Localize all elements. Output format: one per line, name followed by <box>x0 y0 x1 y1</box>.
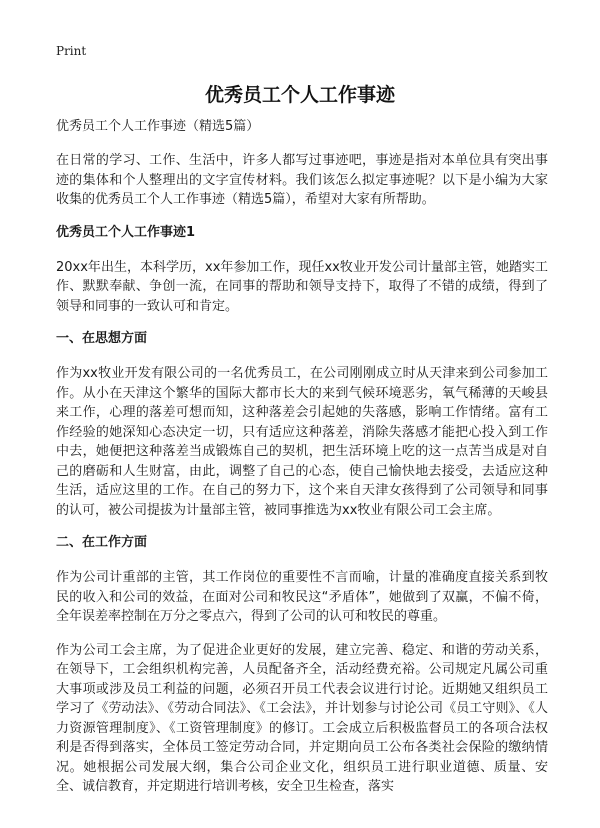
section-heading-1: 优秀员工个人工作事迹1 <box>56 224 196 240</box>
section-1-paragraph: 20xx年出生，本科学历，xx年参加工作，现任xx牧业开发公司计量部主管，她踏实工作、默默奉献、争创一流，在同事的帮助和领导支持下，取得了不错的成绩，得到了领导和同事的一致认可和肯定。 <box>56 259 548 314</box>
work-heading: 二、在工作方面 <box>56 535 148 550</box>
page-title: 优秀员工个人工作事迹 <box>204 84 395 106</box>
intro-paragraph: 在日常的学习、工作、生活中，许多人都写过事迹吧，事迹是指对本单位具有突出事迹的集体和个人整理出的文字宣传材料。我们该怎么拟定事迹呢？以下是小编为大家收集的优秀员工个人工作事迹（精选5篇），希望对大家有所帮助。 <box>56 153 548 207</box>
work-paragraph-2: 作为公司工会主席，为了促进企业更好的发展，建立完善、稳定、和谐的劳动关系，在领导下，工会组织机构完善，人员配备齐全，活动经费充裕。公司规定凡属公司重大事项或涉及员工利益的问题，必须召开员工代表会议进行讨论。近期她又组织员工学习了《劳动法》、《劳动合同法》、《工会法》，并计划参与讨论公司《员工守则》、《人力资源管理制度》、《工资管理制度》的修订。工会成立后积极监督员工的各项合法权利是否得到落实，全体员工签定劳动合同，并定期向员工公布各类社会保险的缴纳情况。她根据公司发展大纲，集合公司企业文化，组织员工进行职业道德、质量、安全、诚信教育，并定期进行培训考核，安全卫生检查，落实 <box>56 642 548 794</box>
article-body <box>56 118 548 811</box>
print-link[interactable]: Print <box>56 44 87 58</box>
work-paragraph-1: 作为公司计重部的主管，其工作岗位的重要性不言而喻，计量的准确度直接关系到牧民的收入和公司的效益，在面对公司和牧民这“矛盾体”，她做到了双赢，不偏不倚，全年误差率控制在万分之零点六，得到了公司的认可和牧民的尊重。 <box>56 570 548 624</box>
article-subtitle: 优秀员工个人工作事迹（精选5篇） <box>56 119 260 134</box>
thought-paragraph: 作为xx牧业开发有限公司的一名优秀员工，在公司刚刚成立时从天津来到公司参加工作。从小在天津这个繁华的国际大都市长大的来到气候环境恶劣，氧气稀薄的天峻县来工作，心理的落差可想而知，这种落差会引起她的失落感，影响工作情绪。富有工作经验的她深知心态决定一切，只有适应这种落差，消除失落感才能把心投入到工作中去，她便把这种落差当成锻炼自己的契机，把生活环境上吃的这一点苦当成是对自己的磨砺和人生财富，由此，调整了自己的心态，使自己愉快地去接受，去适应这种生活，适应这里的工作。在自己的努力下，这个来自天津女孩得到了公司领导和同事的认可，被公司提拔为计量部主管，被同事推选为xx牧业有限公司工会主席。 <box>56 366 548 518</box>
thought-heading: 一、在思想方面 <box>56 331 148 346</box>
